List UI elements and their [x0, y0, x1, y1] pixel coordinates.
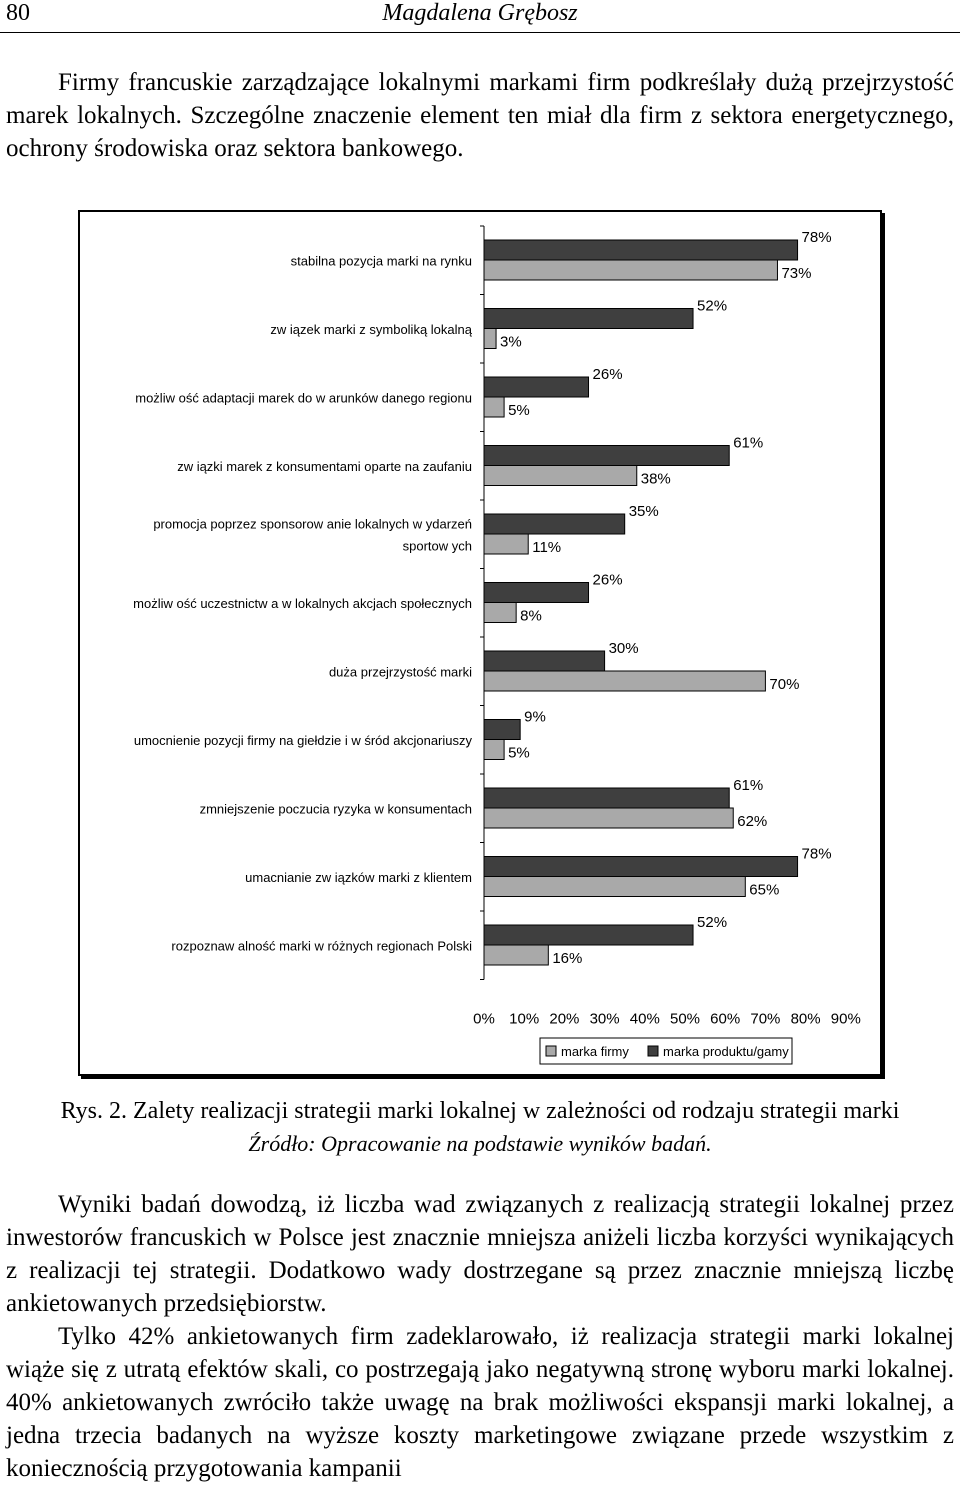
bar-chart-frame — [78, 210, 882, 1076]
data-label-marka-produktu: 61% — [733, 434, 764, 452]
x-tick-label: 80% — [790, 1010, 821, 1028]
data-label-marka-firmy: 70% — [769, 676, 800, 693]
running-header — [0, 0, 960, 33]
category-label: zw iązki marek z konsumentami oparte na zaufaniu — [177, 458, 472, 474]
legend-swatch-marka-firmy — [546, 1046, 556, 1056]
data-label-marka-produktu: 35% — [628, 503, 659, 520]
bar-marka-produktu — [484, 651, 605, 671]
data-label-marka-produktu: 61% — [733, 777, 764, 794]
bar-marka-firmy — [484, 945, 548, 965]
data-label-marka-produktu: 30% — [608, 640, 639, 657]
x-tick-label: 20% — [549, 1010, 580, 1028]
category-label: zw iązek marki z symboliką lokalną — [270, 321, 472, 337]
category-label: duża przejrzystość marki — [328, 664, 472, 680]
data-label-marka-firmy: 8% — [520, 607, 542, 625]
bar-marka-firmy — [484, 603, 516, 623]
category-label: umocnienie pozycji firmy na giełdzie i w śród akcjonariuszy — [133, 732, 472, 748]
figure-caption: Rys. 2. Zalety realizacji strategii marki lokalnej w zależności od rodzaju strategii marki — [60, 1098, 900, 1124]
data-label-marka-firmy: 62% — [737, 813, 768, 830]
figure-source: Źródło: Opracowanie na podstawie wyników badań. — [248, 1131, 712, 1156]
bar-marka-firmy — [484, 260, 777, 280]
bar-chart — [80, 212, 880, 1074]
data-label-marka-firmy: 73% — [781, 265, 812, 282]
bar-marka-produktu — [484, 857, 798, 877]
category-label: promocja poprzez sponsorow anie lokalnych w ydarzeń — [153, 516, 472, 532]
x-tick-label: 70% — [750, 1010, 781, 1028]
data-label-marka-produktu: 26% — [592, 366, 623, 383]
x-tick-label: 50% — [669, 1010, 701, 1028]
x-tick-label: 40% — [629, 1010, 660, 1028]
bar-marka-firmy — [484, 877, 745, 897]
data-label-marka-firmy: 65% — [749, 881, 780, 899]
data-label-marka-firmy: 11% — [532, 539, 562, 556]
bar-marka-firmy — [484, 466, 637, 486]
x-tick-label: 90% — [830, 1010, 861, 1028]
category-label: sportow ych — [402, 538, 472, 554]
bar-marka-firmy — [484, 740, 504, 760]
data-label-marka-firmy: 16% — [552, 950, 583, 967]
running-author: Magdalena Grębosz — [382, 0, 578, 26]
data-label-marka-firmy: 5% — [508, 402, 530, 419]
paragraph-results: Wyniki badań dowodzą, iż liczba wad związanych z realizacją strategii lokalnej przez inwestorów francuskich w Polsce jest znacznie mniejsza aniżeli liczba korzyści wynikających z realizacji tej strategii. Dodatkowo wady dostrzegane są przez znacznie mniejszą liczbę ankietowanych przedsiębiorstw. — [6, 1191, 954, 1317]
legend-label-marka-firmy: marka firmy — [561, 1044, 629, 1059]
bar-marka-produktu — [484, 925, 693, 945]
data-label-marka-firmy: 3% — [500, 333, 522, 351]
bar-marka-firmy — [484, 397, 504, 417]
bar-marka-produktu — [484, 377, 589, 397]
x-tick-label: 30% — [589, 1010, 620, 1028]
x-tick-label: 10% — [509, 1010, 540, 1028]
category-label: możliw ość adaptacji marek do w arunków danego regionu — [135, 390, 472, 406]
bar-marka-firmy — [484, 329, 496, 349]
x-tick-label: 0% — [473, 1010, 495, 1028]
paragraph-disadvantages: Tylko 42% ankietowanych firm zadeklarowało, iż realizacja strategii marki lokalnej wiąże się z utratą efektów skali, co postrzegają jako negatywną stronę wyboru marki lokalnej. 40% ankietowanych zwróciło także uwagę na brak możliwości ekspansji marki lokalnej, a jedna trzecia badanych na wyższe koszty marketingowe związane przede wszystkim z koniecznością przygotowania kampanii — [6, 1323, 954, 1482]
category-label: stabilna pozycja marki na rynku — [290, 253, 472, 269]
data-label-marka-produktu: 78% — [801, 845, 832, 863]
bar-marka-firmy — [484, 808, 733, 828]
legend-label-marka-produktu: marka produktu/gamy — [663, 1044, 789, 1059]
category-label: rozpoznaw alność marki w różnych regionach Polski — [171, 938, 472, 954]
bar-marka-produktu — [484, 514, 625, 534]
category-label: możliw ość uczestnictw a w lokalnych akcjach społecznych — [133, 595, 472, 611]
bar-marka-produktu — [484, 788, 729, 808]
data-label-marka-firmy: 5% — [508, 744, 530, 762]
data-label-marka-produktu: 78% — [801, 229, 832, 246]
bar-marka-produktu — [484, 720, 520, 740]
data-label-marka-produktu: 52% — [697, 297, 728, 315]
bar-marka-produktu — [484, 309, 693, 329]
page-number: 80 — [6, 0, 30, 26]
data-label-marka-firmy: 38% — [640, 470, 671, 488]
legend-swatch-marka-produktu — [648, 1046, 658, 1056]
data-label-marka-produktu: 9% — [524, 708, 546, 726]
bar-marka-produktu — [484, 583, 589, 603]
bar-marka-produktu — [484, 446, 729, 466]
data-label-marka-produktu: 52% — [697, 914, 728, 931]
paragraph-intro: Firmy francuskie zarządzające lokalnymi markami firm podkreślały dużą przejrzystość marek lokalnych. Szczególne znaczenie element ten miał dla firm z sektora energetycznego, ochrony środowiska oraz sektora bankowego. — [6, 69, 954, 162]
bar-marka-produktu — [484, 240, 798, 260]
category-label: zmniejszenie poczucia ryzyka w konsumentach — [199, 801, 472, 817]
data-label-marka-produktu: 26% — [592, 571, 623, 589]
x-tick-label: 60% — [710, 1010, 741, 1028]
bar-marka-firmy — [484, 534, 528, 554]
category-label: umacnianie zw iązków marki z klientem — [245, 869, 472, 885]
bar-marka-firmy — [484, 671, 765, 691]
